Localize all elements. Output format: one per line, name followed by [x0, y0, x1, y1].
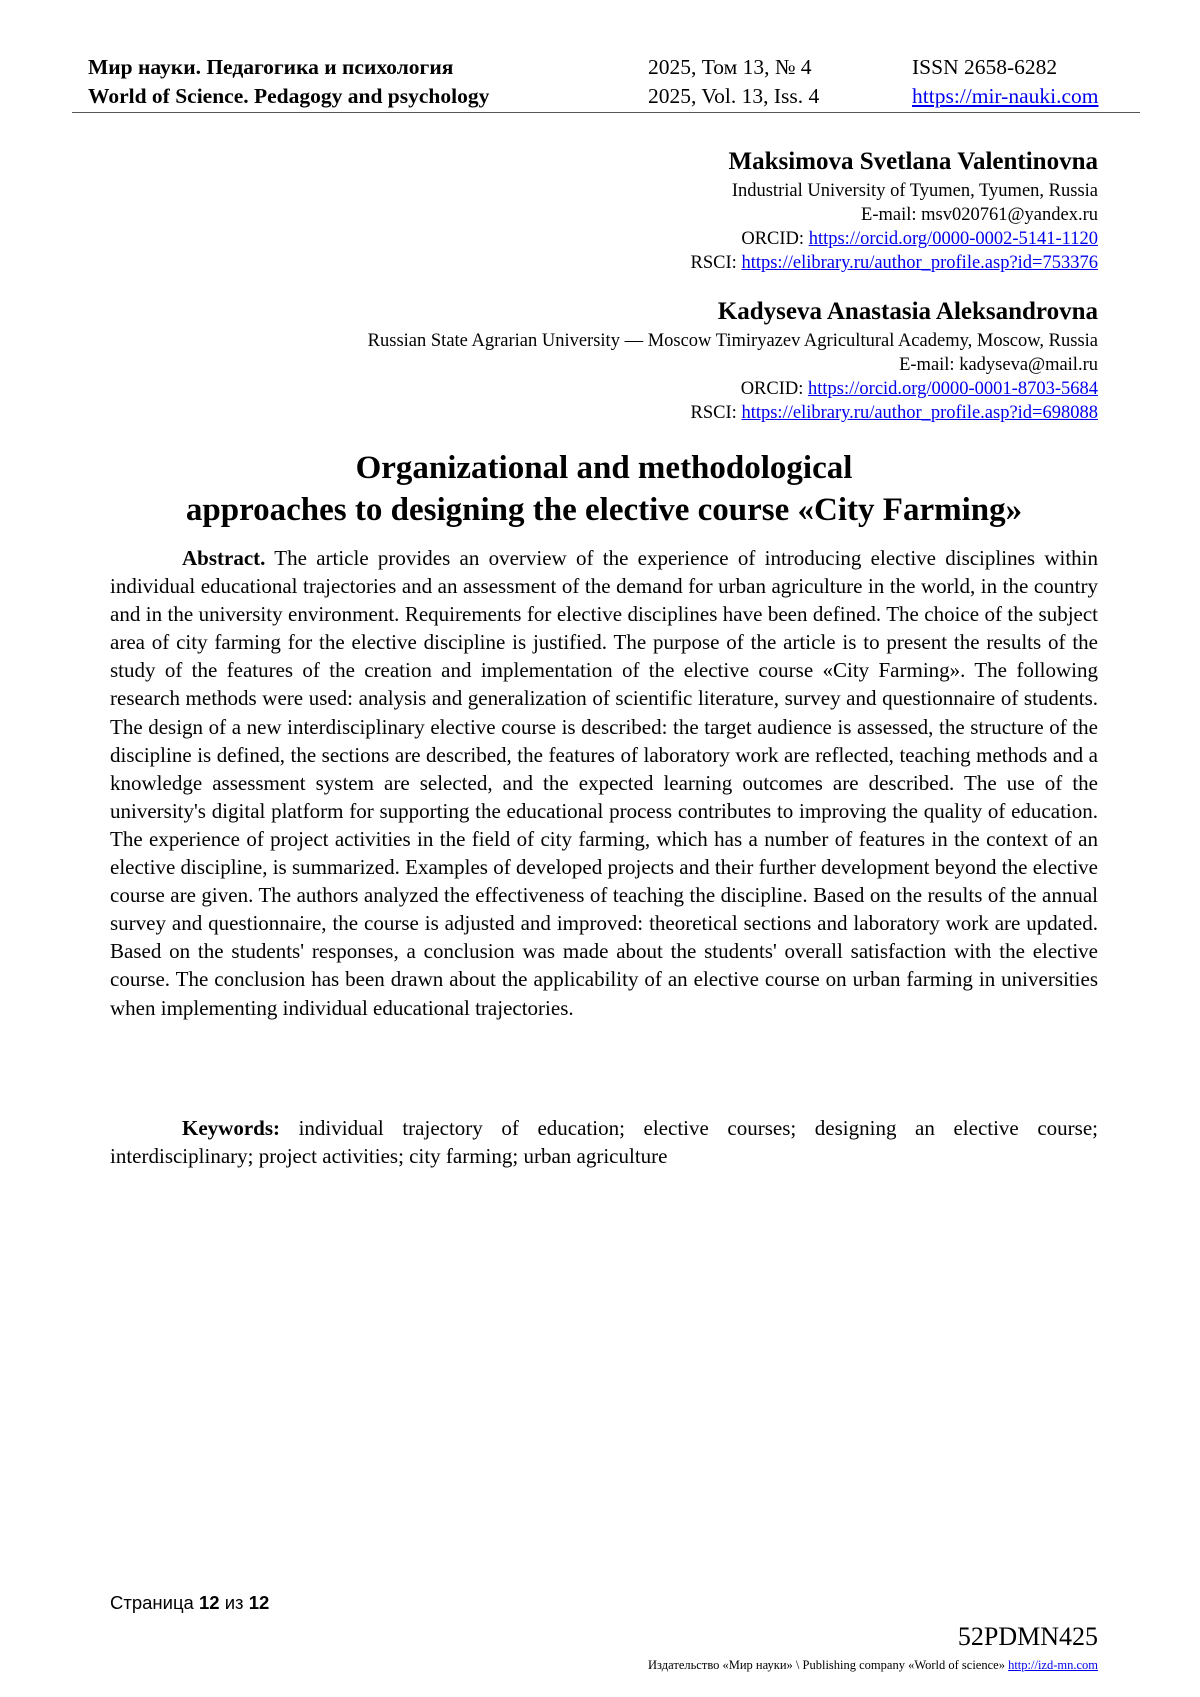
- journal-title-block: [88, 53, 489, 111]
- rsci-link[interactable]: https://elibrary.ru/author_profile.asp?id=698088: [741, 403, 1098, 423]
- orcid-link[interactable]: https://orcid.org/0000-0002-5141-1120: [808, 229, 1098, 249]
- author-block-1: [691, 146, 1098, 275]
- rsci-link[interactable]: https://elibrary.ru/author_profile.asp?id=753376: [741, 253, 1098, 273]
- abstract-label: Abstract.: [182, 546, 266, 570]
- publisher-link[interactable]: http://izd-mn.com: [1008, 1658, 1098, 1672]
- author-name: Maksimova Svetlana Valentinovna: [728, 148, 1098, 175]
- journal-title-en: World of Science. Pedagogy and psychology: [88, 84, 490, 108]
- author-affiliation: Russian State Agrarian University — Moscow Timiryazev Agricultural Academy, Moscow, Russia: [367, 331, 1098, 351]
- author-email: E-mail: msv020761@yandex.ru: [861, 205, 1098, 225]
- journal-title-ru: Мир науки. Педагогика и психология: [88, 55, 454, 79]
- keywords: [110, 1114, 1098, 1170]
- page-counter: [110, 1591, 269, 1615]
- abstract: [110, 544, 1098, 1022]
- page-separator: из: [219, 1592, 249, 1613]
- author-affiliation: Industrial University of Tyumen, Tyumen, Russia: [731, 181, 1098, 201]
- article-code: 52PDMN425: [957, 1622, 1098, 1651]
- orcid-label: ORCID:: [741, 229, 809, 249]
- page-total: 12: [248, 1592, 270, 1613]
- issn-block: [912, 53, 1098, 111]
- author-orcid: [368, 377, 1098, 401]
- issue-ru: 2025, Том 13, № 4: [648, 55, 812, 79]
- rsci-label: RSCI:: [690, 403, 742, 423]
- article-title-line-2: approaches to designing the elective course «City Farming»: [185, 492, 1023, 528]
- journal-site-link[interactable]: https://mir-nauki.com: [912, 84, 1099, 108]
- author-rsci: [691, 251, 1098, 275]
- orcid-link[interactable]: https://orcid.org/0000-0001-8703-5684: [808, 379, 1098, 399]
- author-name: Kadyseva Anastasia Aleksandrovna: [717, 298, 1098, 325]
- orcid-label: ORCID:: [740, 379, 809, 399]
- issue-block: [648, 53, 819, 111]
- author-orcid: [691, 227, 1098, 251]
- author-block-2: [368, 296, 1098, 425]
- journal-header: [72, 51, 1140, 113]
- page-prefix: Страница: [110, 1592, 199, 1613]
- issn: ISSN 2658-6282: [912, 55, 1058, 79]
- article-title: [110, 447, 1098, 531]
- abstract-text: The article provides an overview of the experience of introducing elective disciplines within individual educational trajectories and an assessment of the demand for urban agriculture in the world, in the country and in the university environment. Requirements for elective disciplines have been defined. The choice of the subject area of city farming for the elective discipline is justified. The purpose of the article is to present the results of the study of the features of the creation and implementation of the elective course «City Farming». The following research methods were used: analysis and generalization of scientific literature, survey and questionnaire of students. The design of a new interdisciplinary elective course is described: the target audience is assessed, the structure of the discipline is defined, the sections are described, the features of laboratory work are reflected, teaching methods and a knowledge assessment system are selected, and the expected learning outcomes are described. The use of the university's digital platform for supporting the educational process contributes to improving the quality of education. The experience of project activities in the field of city farming, which has a number of features in the context of an elective discipline, is summarized. Examples of developed projects and their further development beyond the elective course are given. The authors analyzed the effectiveness of teaching the discipline. Based on the results of the annual survey and questionnaire, the course is adjusted and improved: theoretical sections and laboratory work are updated. Based on the students' responses, a conclusion was made about the students' overall satisfaction with the elective course. The conclusion has been drawn about the applicability of an elective course on urban farming in universities when implementing individual educational trajectories.: [110, 546, 1098, 1020]
- rsci-label: RSCI:: [690, 253, 742, 273]
- keywords-text: individual trajectory of education; elective courses; designing an elective course; interdisciplinary; project activities; city farming; urban agriculture: [110, 1116, 1098, 1169]
- publisher-text: Издательство «Мир науки» \ Publishing company «World of science»: [648, 1658, 1009, 1672]
- article-title-line-1: Organizational and methodological: [355, 450, 853, 486]
- author-email: E-mail: kadyseva@mail.ru: [899, 355, 1098, 375]
- issue-en: 2025, Vol. 13, Iss. 4: [648, 84, 820, 108]
- page-current: 12: [199, 1592, 220, 1613]
- keywords-label: Keywords:: [182, 1116, 280, 1140]
- author-rsci: [368, 401, 1098, 425]
- publisher-line: [648, 1657, 1098, 1673]
